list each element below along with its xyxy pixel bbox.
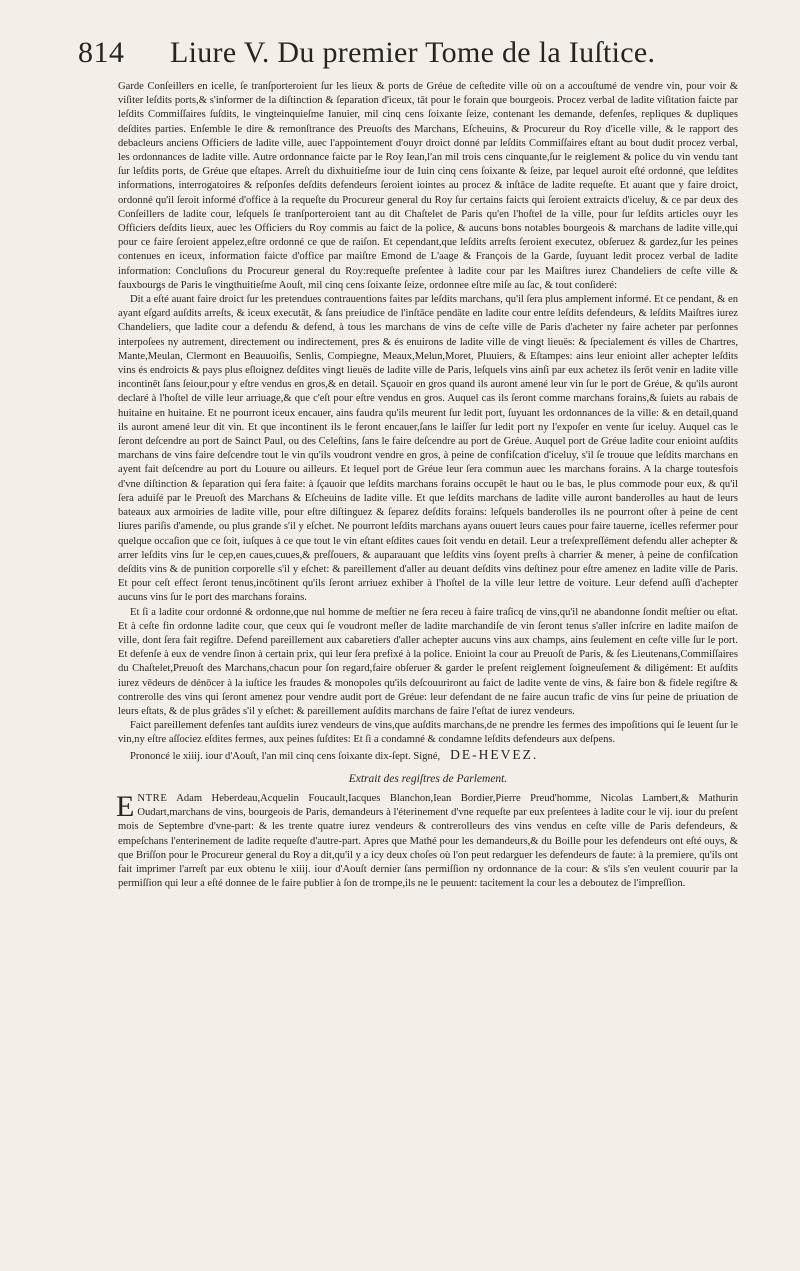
signature: DE-HEVEZ.: [450, 746, 539, 762]
drop-cap: E: [116, 789, 135, 823]
paragraph-2: Dit a eſté auant faire droict ſur les pretendues contrauentions faites par leſdits marchans, qu'il ſera plus amplement informé. Et ce pendant, & en ayant eſgard auſdits arreſts, & iceux executāt, & ſans preiudice de l'inſtāce pendāte en ladite cour entre leſdits defendeurs, & leſdits Maiſtres iurez Chandeliers, que ladite cour a defendu & defend, à tous les marchans de vins de ceſte ville de Paris d'acheter ny faire acheter par perſonnes interpoſees ny autrement, directement ou indirectement, pres & és enuirons de ladite ville de vingt lieuës: & ſpecialement és villes de Chartres, Mante,Meulan, Clermont en Beauuoiſis, Senlis, Compiegne, Meaux,Melun,Moret, Pluuiers, & Eſtampes: ains leur enioint aller achepter leſdits vins és endroicts & pays plus eſloignez deſdites vingt lieuës de ladite ville de Paris, leſquels vins ainſi par eux achetez ils ſerōt venir en ladite ville incontinēt ſans ſeiour,pour y eſtre vendus en gros,& en detail. Sçauoir en gros quand ils auront amené leur vin ſur le port de Gréue, & qu'ils auront declaré à l'hoſtel de ville leur arriuage,& que c'eſt pour eſtre vendus en gros. Auquel cas ils ſeront comme marchans forains,& ſuiets au rabais de huitaine en huitaine. Et ne pourront iceux encauer, ains faudra qu'ils meurent ſur ledit port, ſuyuant les ordonnances de la ville: & en detail,quand ils auront amené leur dit vin. Et que incontinent ils le feront encauer,ſans le laiſſer ſur ledit port ny l'expoſer en vente ſur iceluy. Auquel cas le ſeront deſcendre au port de Sainct Paul, ou des Celeſtins, ſans le faire deſcendre au port de Gréue. Auquel port de Gréue ladite cour enioint auſdits marchans de vins faire deſcendre tout le vin qu'ils voudront vendre en gros, à peine de confiſcation d'iceluy, s'il ſe trouue que leſdits marchans en ayent fait deſcendre au port du Louure ou ailleurs. Et lequel port de Gréue leur ſera commun auec les marchans forains. A la charge toutesfois d'vne diſtinction & ſeparation qui ſera faite: à ſçauoir que leſdits marchans forains occupēt le haut ou le bas, le plus commode pour eux, & qu'il ſera aduiſé par le Preuoſt des Marchans & Eſcheuins de ladite ville. Et que leſdits marchans de ladite ville auront banderolles au haut de leurs bateaux aux armoiries de ladite ville, pour eſtre diſtinguez & ſeparez deſdits forains: leſquels banderolles ils ne pourront oſter à peine de cent liures pariſis d'amende, ou plus grande s'il y eſchet. Ne pourront leſdits marchans ayans ouuert leurs caues pour faire tauerne, icelles refermer pour quelque occaſion que ce ſoit, iuſques à ce que tout le vin eſtant eſdites caues ſoit vendu en detail. Leur a treſexpreſſément defendu aller achepter & arrer leſdits vins ſur le cep,en caues,cuues,& preſſouers, & auparauant que leſdits vins ſoyent preſts à charrier & mener, à peine de confiſcation deſdits vins & de punition corporelle s'il y eſchet: & pareillement d'aller au deuant deſdits vins deſtinez pour eſtre amenez en ladite ville de Paris. Et pour ceſt effect ſeront tenus,incōtinent qu'ils ſeront arriuez exhiber à l'hoſtel de la ville leur lettre de voiture. Leur defend auſſi d'achepter aucuns vins ſur le port des marchans forains.: [118, 294, 738, 604]
section-paragraph: [116, 789, 738, 891]
paragraph-4: Faict pareillement defenſes tant auſdits iurez vendeurs de vins,que auſdits marchans,de ne prendre les fermes des impoſitions qui ſe leuent ſur le vin,ny eſtre aſſociez eſdites fermes, aux peines ſuſdites: Et ſi a condamné & condamne leſdits defendeurs aux deſpens.: [118, 720, 738, 746]
running-title: Liure V. Du premier Tome de la Iuſtice.: [170, 36, 656, 69]
section-text: Adam Heberdeau,Acquelin Foucault,Iacques Blanchon,Iean Bordier,Pierre Preud'homme, Nicolas Lambert,& Mathurin Oudart,marchans de vins, bourgeois de Paris, demandeurs à l'éterinement d'vne requeſte par eux preſentees à ladite cour le vij. iour du preſent mois de Septembre d'vne-part: & les trente quatre iurez vendeurs & contrerolleurs des vins vendus en ceſte ville de Paris defendeurs, & empeſchans l'enterinement de ladite requeſte d'autre-part. Apres que Mathé pour les demandeurs,& du Boille pour les defendeurs ont eſté ouys, & que Briſſon pour le Procureur general du Roy a dit,qu'il y a icy deux choſes où l'on peut redarguer les defendeurs de faute: à la premiere, qu'ils ont fait imprimer l'arreſt par eux obtenu le xiiij. iour d'Aouſt dernier ſans permiſſion ny ordonnance de la cour: & s'ils s'en veulent couurir par la permiſſion qui leur a eſté donnee de le faire publier à ſon de trompe,ils ne le peuuent: tacitement la cour les a deboutez de l'impreſſion.: [118, 792, 738, 890]
page-number: 814: [78, 36, 125, 69]
section-heading: Extrait des regiſtres de Parlement.: [348, 772, 508, 785]
page-header: [78, 36, 738, 80]
opening-caps: NTRE: [137, 792, 168, 804]
pronouncement-text: Prononcé le xiiij. iour d'Aouſt, l'an mil cinq cens ſoixante dix-ſept. Signé,: [130, 750, 441, 762]
paragraph-3: Et ſi a ladite cour ordonné & ordonne,que nul homme de meſtier ne ſera receu à faire traſicq de vins,qu'il ne abandonne ſondit meſtier ou eſtat. Et à ceſte fin ordonne ladite cour, que ceux qui ſe voudront meſler de ladite marchandiſe de vin ſeront tenus s'aller inſcrire en ladite maiſon de ville, dont ſera fait regiſtre. Defend pareillement aux cabaretiers d'aller achepter aucuns vins aux champs, ains ſeulement en ceſte ville ſur le port. Et defenſe à eux de vendre ſinon à certain prix, qui leur ſera prefixé à la police. Enioint la cour au Preuoſt de Paris, & ſes Lieutenans,Commiſſaires du Chaſtelet,Preuoſt des Marchans,chacun pour ſon regard,faire obſeruer & garder le preſent reiglement ſoigneuſement & diligément: Et auſdits iurez vēdeurs de dénōcer à la iuſtice les fraudes & monopoles qu'ils deſcouuriront au faict de ladite vente de vins, & faire bon & fidele regiſtre & contrerolle des vins qui ſeront amenez pour vendre audit port de Gréue: leur defendant de ne faire aucun trafic de vins ſur peine de priuation de leurs eſtats, & de plus grādes s'il y eſchet: & pareillement auſdits marchans de faire l'eſtat de iurez vendeurs.: [118, 606, 738, 717]
pronouncement-line: [118, 748, 738, 764]
page-body: [118, 80, 738, 891]
paragraph-1: Garde Conſeillers en icelle, ſe tranſporteroient ſur les lieux & ports de Gréue de ceſtedite ville où on a accouſtumé de vendre vin, pour voir & viſiter leſdits ports,& s'informer de la diſtinction & ſeparation d'iceux, tāt pour le forain que bourgeois. Procez verbal de ladite viſitation faicte par leſdits Commiſſaires ſuſdits, le vingteinquieſme Ianuier, mil cinq cens ſoixante ſeize, contenant les demande, defenſes, repliques & dupliques deſdites parties. Enſemble le dire & remonſtrance des Preuoſts des Marchans, Eſcheuins, & Procureur du Roy d'icelle ville, & le rapport des debacleurs anciens Officiers de ladite ville, auec l'appointement d'ouyr droict donné par leſdits Commiſſaires eſtant au bout dudit procez verbal, les ordonnances de ladite ville. Autre ordonnance faicte par le Roy Iean,l'an mil trois cens cinquante,ſur le reiglement & police du vin vendu tant ſur leſdits ports, de Gréue que eſtapes. Arreſt du dixhuitieſme iour de Iuin cinq cens ſoixante & ſeize, par lequel auroit eſté ordonné, que leſdites informations, interrogatoires & reſponſes deſdits defendeurs ſeroient iointes au procez & inſtāce de ladite requeſte. Et auant que y faire droict, ordonné qu'il ſeroit informé d'office à la requeſte du Procureur general du Roy ſur certains faicts qui ſeroient extraicts d'iceluy, & ce par deux des Conſeillers de ladite cour, leſquels ſe tranſporteroient tant au dit Chaſtelet de Paris qu'en l'hoſtel de la ville, pour ſur leſdits articles ouyr les Officiers deſdits lieux, auec les Officiers du Roy commis au faict de la police, & aucuns bons notables bourgeois & marchans de ladite ville,qui pour ce faire ſeroient appelez,eſtre ordonné ce que de raiſon. Et cependant,que leſdits arreſts ſeroient executez, obſeruez & gardez,ſur les peines contenues en iceux, information faicte d'office par maiſtre Emond de L'aage & François de la Garde, ſuyuant ledit procez verbal de ladite information: Concluſions du Procureur general du Roy:requeſte preſentee à ladite cour par les Maiſtres iurez Chandeliers de ceſte ville & fauxbourgs de Paris le vingthuitieſme Aouſt, mil cinq cens ſoixante ſeize, ordonnee eſtre miſe au ſac, & tout conſideré:: [118, 81, 738, 291]
